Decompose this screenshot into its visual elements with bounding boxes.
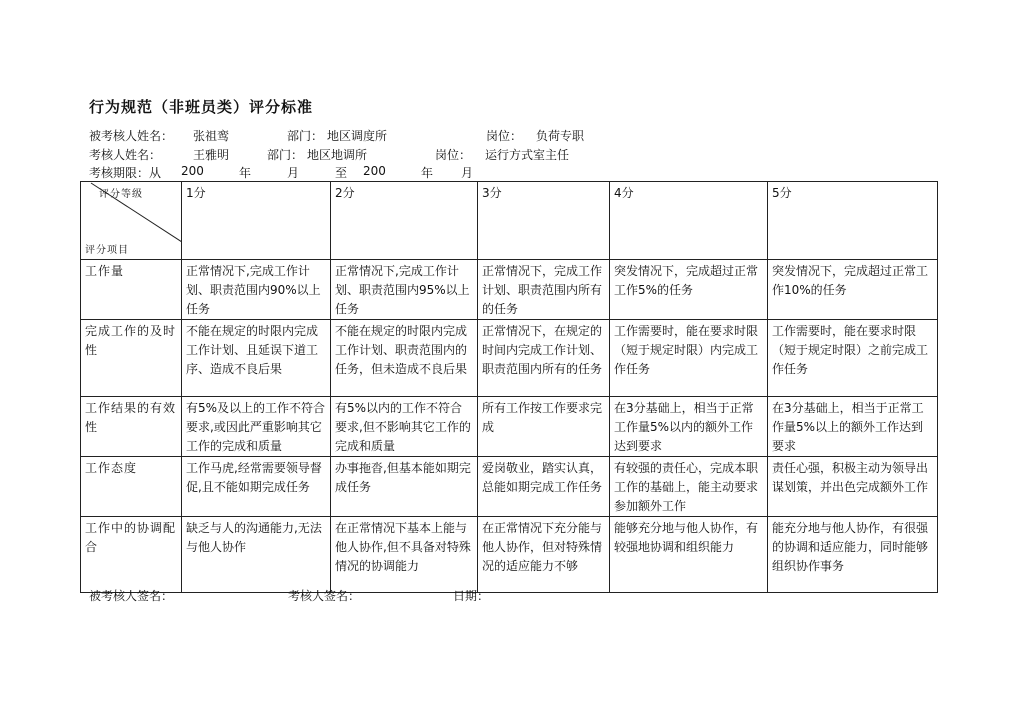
row-item-attitude: 工作态度 (81, 457, 182, 517)
row-item-workload: 工作量 (81, 260, 182, 320)
table-cell: 在3分基础上，相当于正常工作量5%以上的额外工作达到要求 (768, 397, 938, 457)
corner-label-levels: 评分等级 (99, 189, 143, 200)
period-year-unit: 年 (239, 166, 252, 180)
assessor-position: 运行方式室主任 (485, 148, 570, 162)
assessor-dept-label: 部门： (267, 148, 304, 162)
column-header-5: 5分 (768, 182, 938, 260)
table-cell: 有较强的责任心，完成本职工作的基础上，能主动要求参加额外工作 (610, 457, 768, 517)
table-cell: 在3分基础上，相当于正常工作量5%以内的额外工作达到要求 (610, 397, 768, 457)
column-header-1: 1分 (182, 182, 331, 260)
table-cell: 突发情况下，完成超过正常工作5%的任务 (610, 260, 768, 320)
period-month-unit-2: 月 (461, 166, 474, 180)
assessor-name-label: 考核人姓名： (89, 148, 162, 162)
row-item-coordination: 工作中的协调配合 (81, 517, 182, 593)
table-row (81, 397, 938, 457)
row-item-effectiveness: 工作结果的有效性 (81, 397, 182, 457)
table-cell: 办事拖沓,但基本能如期完成任务 (331, 457, 478, 517)
assessee-position-label: 岗位： (486, 129, 523, 143)
assessee-position: 负荷专职 (536, 129, 585, 143)
table-cell: 缺乏与人的沟通能力,无法与他人协作 (182, 517, 331, 593)
table-cell: 有5%及以上的工作不符合要求,或因此严重影响其它工作的完成和质量 (182, 397, 331, 457)
table-cell: 工作马虎,经常需要领导督促,且不能如期完成任务 (182, 457, 331, 517)
column-header-3: 3分 (478, 182, 610, 260)
period-year-unit-2: 年 (421, 166, 434, 180)
assessor-dept: 地区地调所 (307, 148, 368, 162)
table-cell: 正常情况下,完成工作计划、职责范围内90%以上任务 (182, 260, 331, 320)
period-end-year: 200 (363, 164, 386, 178)
page-title: 行为规范（非班员类）评分标准 (89, 98, 314, 116)
table-cell: 工作需要时，能在要求时限（短于规定时限）内完成工作任务 (610, 320, 768, 397)
table-cell: 所有工作按工作要求完成 (478, 397, 610, 457)
table-cell: 爱岗敬业，踏实认真，总能如期完成工作任务 (478, 457, 610, 517)
assessee-dept-label: 部门： (287, 129, 324, 143)
table-cell: 突发情况下，完成超过正常工作10%的任务 (768, 260, 938, 320)
table-row (81, 517, 938, 593)
row-item-timeliness: 完成工作的及时性 (81, 320, 182, 397)
table-corner-cell (81, 182, 182, 260)
table-cell: 工作需要时，能在要求时限（短于规定时限）之前完成工作任务 (768, 320, 938, 397)
assessor-position-label: 岗位： (435, 148, 472, 162)
corner-label-items: 评分项目 (85, 245, 129, 256)
table-cell: 责任心强，积极主动为领导出谋划策，并出色完成额外工作 (768, 457, 938, 517)
table-cell: 不能在规定的时限内完成工作计划、职责范围内的任务，但未造成不良后果 (331, 320, 478, 397)
table-cell: 在正常情况下充分能与他人协作，但对特殊情况的适应能力不够 (478, 517, 610, 593)
table-cell: 能够充分地与他人协作，有较强地协调和组织能力 (610, 517, 768, 593)
assessee-name: 张祖鸾 (193, 129, 230, 143)
table-cell: 有5%以内的工作不符合要求,但不影响其它工作的完成和质量 (331, 397, 478, 457)
assessee-dept: 地区调度所 (327, 129, 388, 143)
table-cell: 正常情况下，在规定的时间内完成工作计划、职责范围内所有的任务 (478, 320, 610, 397)
table-cell: 在正常情况下基本上能与他人协作,但不具备对特殊情况的协调能力 (331, 517, 478, 593)
table-row (81, 457, 938, 517)
table-cell: 正常情况下,完成工作计划、职责范围内95%以上任务 (331, 260, 478, 320)
column-header-4: 4分 (610, 182, 768, 260)
period-to: 至 (335, 166, 348, 180)
assessee-name-label: 被考核人姓名： (89, 129, 174, 143)
assessor-name: 王雅明 (193, 148, 230, 162)
assessor-signature-label: 考核人签名： (288, 589, 361, 603)
period-month-unit: 月 (287, 166, 300, 180)
assessee-signature-label: 被考核人签名： (89, 589, 174, 603)
table-cell: 不能在规定的时限内完成工作计划、且延误下道工序、造成不良后果 (182, 320, 331, 397)
period-start-year: 200 (181, 164, 204, 178)
scoring-table (80, 181, 938, 593)
table-cell: 能充分地与他人协作，有很强的协调和适应能力，同时能够组织协作事务 (768, 517, 938, 593)
column-header-2: 2分 (331, 182, 478, 260)
table-header-row (81, 182, 938, 260)
table-row (81, 260, 938, 320)
table-row (81, 320, 938, 397)
date-label: 日期： (453, 589, 490, 603)
period-label: 考核期限：从 (89, 166, 162, 180)
table-cell: 正常情况下，完成工作计划、职责范围内所有的任务 (478, 260, 610, 320)
